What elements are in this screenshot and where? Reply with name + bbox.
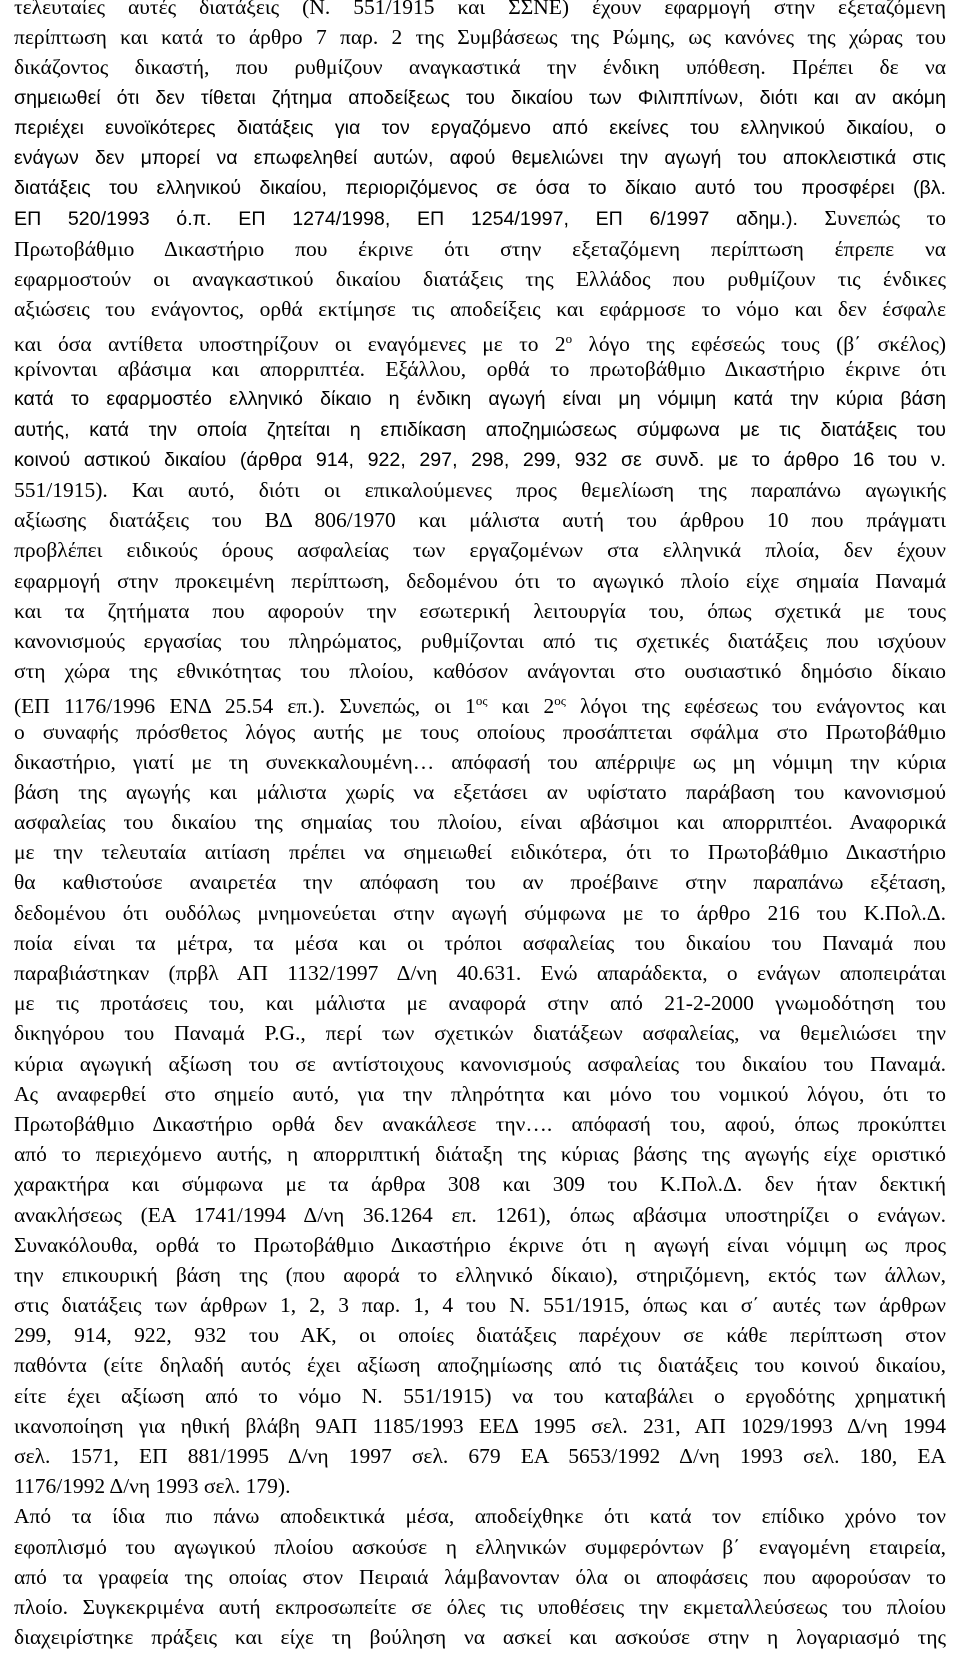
- line-text: λόγο της εφέσεώς τους (β΄ σκέλος): [572, 332, 946, 357]
- line-text: και όσα αντίθετα υποστηρίζουν οι εναγόμενες με το 2: [14, 332, 566, 357]
- text-line: περίπτωση και κατά το άρθρο 7 παρ. 2 της Συμβάσεως της Ρώμης, ως κανόνες της χώρας του: [14, 25, 946, 50]
- citation-text: ΕΠ 520/1993 ό.π. ΕΠ 1274/1998, ΕΠ 1254/1997, ΕΠ 6/1997 αδημ.).: [14, 208, 798, 231]
- text-line: [14, 686, 946, 719]
- line-text: και 2: [487, 694, 555, 719]
- text-line: την επικουρική βάση της (που αφορά το ελληνικό δίκαιο), στηριζόμενη, εκτός των άλλων,: [14, 1262, 946, 1287]
- text-line: διαχειρίστηκε πράξεις και είχε τη βούληση να ασκεί και ασκούσε στην η λογαριασμό της: [14, 1625, 946, 1650]
- text-line: αξίωσης διατάξεις του ΒΔ 806/1970 και μάλιστα αυτή του άρθρου 10 που πράγματι: [14, 508, 946, 533]
- text-line: εφοπλισμό του αγωγικού πλοίου ασκούσε η ελληνικών συμφερόντων β΄ εναγομένη εταιρεία,: [14, 1534, 946, 1559]
- text-line: και τα ζητήματα που αφορούν την εσωτερική λειτουργία του, όπως σχετικά με τους: [14, 598, 946, 623]
- superscript: ος: [475, 693, 488, 709]
- line-text: λόγοι της εφέσεως του ενάγοντος και: [565, 694, 946, 719]
- superscript: ος: [554, 693, 566, 709]
- text-line: ασφαλείας του δικαίου της σημαίας του πλοίου, είναι αβάσιμοι και απορριπτέοι. Αναφορικά: [14, 810, 946, 835]
- text-line: [14, 324, 946, 357]
- text-line: σελ. 1571, ΕΠ 881/1995 Δ/νη 1997 σελ. 679 ΕΑ 5653/1992 Δ/νη 1993 σελ. 180, ΕΑ: [14, 1444, 946, 1468]
- text-line: χαρακτήρα και σύμφωνα με τα άρθρα 308 και 309 του Κ.Πολ.Δ. δεν ήταν δεκτική: [14, 1172, 946, 1197]
- text-line: δικαστήριο, γιατί με τη συνεκκαλουμένη… απόφασή του απέρριψε ως μη νόμιμη την κύρια: [14, 749, 946, 774]
- text-line: Πρωτοβάθμιο Δικαστήριο ορθά δεν ανακάλεσε την…. απόφασή του, αφού, όπως προκύπτει: [14, 1111, 946, 1136]
- text-line: κοινού αστικού δικαίου (άρθρα 914, 922, 297, 298, 299, 932 σε συνδ. με το άρθρο 16 του ν.: [14, 448, 946, 471]
- text-line: εφαρμογή στην προκειμένη περίπτωση, δεδομένου ότι το αγωγικό πλοίο είχε σημαία Παναμά: [14, 568, 946, 593]
- text-line: κατά το εφαρμοστέο ελληνικό δίκαιο η ένδικη αγωγή είναι μη νόμιμη κατά την κύρια βάση: [14, 388, 946, 411]
- text-line: εφαρμοστούν οι αναγκαστικού δικαίου διατάξεις της Ελλάδος που ρυθμίζουν τις ένδικες: [14, 266, 946, 291]
- text-line: σημειωθεί ότι δεν τίθεται ζήτημα αποδείξεως του δικαίου των Φιλιππίνων, διότι και αν ακόμη: [14, 86, 946, 109]
- text-line: βάση της αγωγής και μάλιστα χωρίς να εξετάσει αν υφίστατο παράβαση του κανονισμού: [14, 779, 946, 804]
- text-line: δικάζοντος δικαστή, που ρυθμίζουν αναγκαστικά την ένδικη υπόθεση. Πρέπει δε να: [14, 55, 946, 80]
- line-text: (ΕΠ 1176/1996 ΕΝΔ 25.54 επ.). Συνεπώς, οι 1: [14, 694, 476, 719]
- text-line: 551/1915). Και αυτό, διότι οι επικαλούμενες προς θεμελίωση της παραπάνω αγωγικής: [14, 478, 946, 502]
- text-line: πλοίο. Συγκεκριμένα αυτή εκπροσωπείτε σε όλες τις υποθέσεις την εκμεταλλεύσεως του πλοίου: [14, 1594, 946, 1619]
- text-line: ικανοποίηση για ηθική βλάβη 9ΑΠ 1185/1993 ΕΕΔ 1995 σελ. 231, ΑΠ 1029/1993 Δ/νη 1994: [14, 1413, 946, 1438]
- text-line: Ας αναφερθεί στο σημείο αυτό, για την πληρότητα και μόνο του νομικού λόγου, ότι το: [14, 1081, 946, 1106]
- text-line: ο συναφής πρόσθετος λόγος αυτής με τους οποίους προσάπτεται σφάλμα στο Πρωτοβάθμιο: [14, 719, 946, 744]
- text-line: αξιώσεις του ενάγοντος, ορθά εκτίμησε τις αποδείξεις και εφάρμοσε το νόμο και δεν έσφαλε: [14, 296, 946, 321]
- text-line: παθόντα (είτε δηλαδή αυτός έχει αξίωση αποζημίωσης από τις διατάξεις του κοινού δικαίου,: [14, 1353, 946, 1378]
- text-line: Συνακόλουθα, ορθά το Πρωτοβάθμιο Δικαστήριο έκρινε ότι η αγωγή είναι νόμιμη ως προς: [14, 1232, 946, 1257]
- text-line: διατάξεις του ελληνικού δικαίου, περιοριζόμενος σε όσα το δίκαιο αυτό του προσφέρει (βλ.: [14, 177, 946, 200]
- text-line: 299, 914, 922, 932 του ΑΚ, οι οποίες διατάξεις παρέχουν σε κάθε περίπτωση στον: [14, 1323, 946, 1348]
- text-line: Από τα ίδια πιο πάνω αποδεικτικά μέσα, αποδείχθηκε ότι κατά τον επίδικο χρόνο τον: [14, 1504, 946, 1529]
- text-line: κύρια αγωγική αξίωση του σε αντίστοιχους κανονισμούς ασφαλείας του δικαίου του Παναμά.: [14, 1051, 946, 1076]
- text-line: δικηγόρου του Παναμά P.G., περί των σχετικών διατάξεων ασφαλείας, να θεμελιώσει την: [14, 1021, 946, 1046]
- sentence-text: Συνεπώς το: [797, 206, 946, 231]
- text-line: αυτής, κατά την οποία ζητείται η επιδίκαση αποζημιώσεως σύμφωνα με τις διατάξεις του: [14, 418, 946, 441]
- text-line: 1176/1992 Δ/νη 1993 σελ. 179).: [14, 1474, 291, 1499]
- text-line: Πρωτοβάθμιο Δικαστήριο που έκρινε ότι στην εξεταζόμενη περίπτωση έπρεπε να: [14, 236, 946, 261]
- text-line: στη χώρα της εθνικότητας του πλοίου, καθόσον ανάγονται στο ουσιαστικό δημόσιο δίκαιο: [14, 659, 946, 684]
- text-line: [14, 203, 946, 233]
- text-line: στις διατάξεις των άρθρων 1, 2, 3 παρ. 1, 4 του Ν. 551/1915, όπως και σ΄ αυτές των άρθρων: [14, 1293, 946, 1318]
- text-line: δεδομένου ότι ουδόλως μνημονεύεται στην αγωγή σύμφωνα με το άρθρο 216 του Κ.Πολ.Δ.: [14, 900, 946, 925]
- text-line: κρίνονται αβάσιμα και απορριπτέα. Εξάλλου, ορθά το πρωτοβάθμιο Δικαστήριο έκρινε ότι: [14, 357, 946, 382]
- text-line: παραβιάστηκαν (πρβλ ΑΠ 1132/1997 Δ/νη 40.631. Ενώ απαράδεκτα, ο ενάγων αποπειράται: [14, 961, 946, 985]
- text-line: θα καθιστούσε αναιρετέα την απόφαση του αν προέβαινε στην παραπάνω εξέταση,: [14, 870, 946, 895]
- text-line: από το περιεχόμενο αυτής, η απορριπτική διάταξη της κύριας βάσης της αγωγής είχε οριστικό: [14, 1142, 946, 1167]
- text-line: από τα γραφεία της οποίας στον Πειραιά λάμβανονταν όλα οι αποφάσεις που αφορούσαν το: [14, 1564, 946, 1589]
- text-line: με τις προτάσεις του, και μάλιστα με αναφορά στην από 21-2-2000 γνωμοδότηση του: [14, 991, 946, 1016]
- text-line: με την τελευταία αιτίαση πρέπει να σημειωθεί ειδικότερα, ότι το Πρωτοβάθμιο Δικαστήριο: [14, 840, 946, 865]
- text-line: ανακλήσεως (ΕΑ 1741/1994 Δ/νη 36.1264 επ. 1261), όπως αβάσιμα υποστηρίζει ο ενάγων.: [14, 1202, 946, 1227]
- text-line: περιέχει ευνοϊκότερες διατάξεις για τον εργαζόμενο από εκείνες του ελληνικού δικαίου, ο: [14, 116, 946, 139]
- text-line: ενάγων δεν μπορεί να επωφεληθεί αυτών, αφού θεμελιώνει την αγωγή του αποκλειστικά στις: [14, 146, 946, 169]
- text-line: προβλέπει ειδικούς όρους ασφαλείας των εργαζομένων στα ελληνικά πλοία, δεν έχουν: [14, 538, 946, 563]
- text-line: κανονισμούς εργασίας του πληρώματος, ρυθμίζονται από τις σχετικές διατάξεις που ισχύουν: [14, 628, 946, 653]
- text-line: τελευταίες αυτές διατάξεις (Ν. 551/1915 και ΣΣΝΕ) έχουν εφαρμογή στην εξεταζόμενη: [14, 0, 946, 19]
- text-line: είτε έχει αξίωση από το νόμο Ν. 551/1915) να του καταβάλει ο εργοδότης χρηματική: [14, 1383, 946, 1408]
- text-line: ποία είναι τα μέτρα, τα μέσα και οι τρόποι ασφαλείας του δικαίου του Παναμά που: [14, 930, 946, 955]
- superscript: ο: [565, 331, 573, 347]
